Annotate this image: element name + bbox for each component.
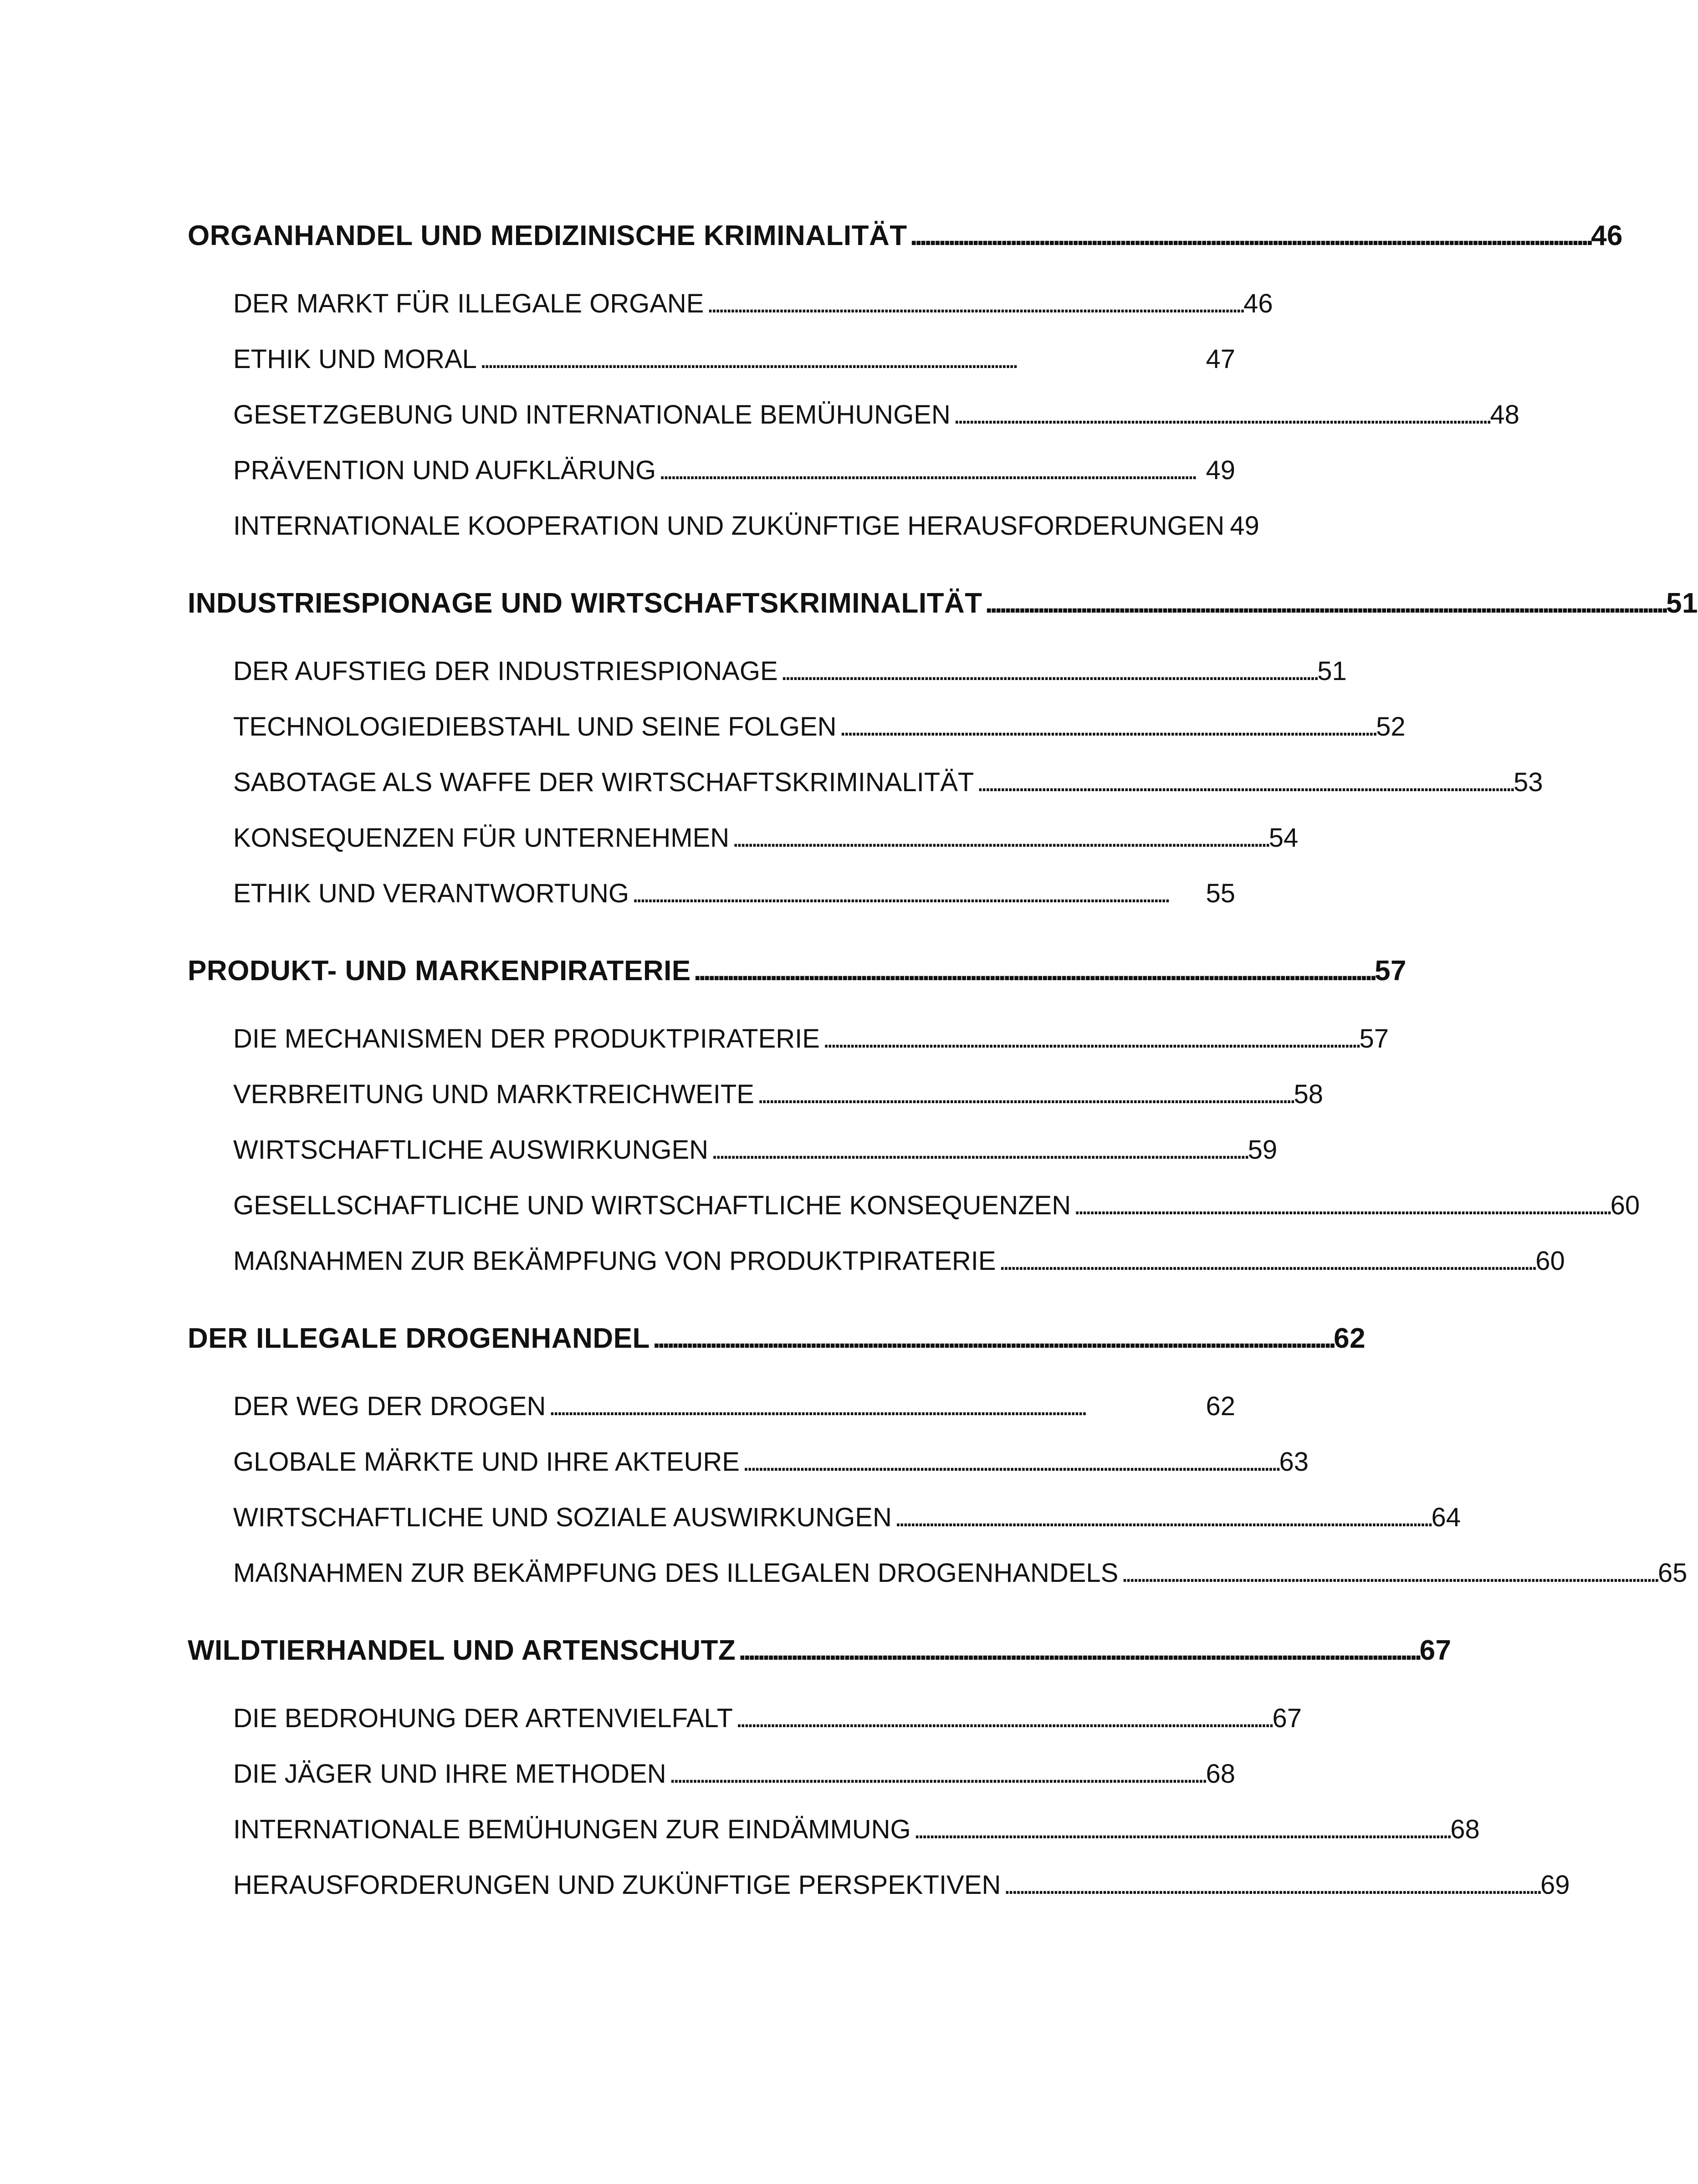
section-title: DER WEG DER DROGEN (233, 1391, 546, 1421)
chapter-title: DER ILLEGALE DROGENHANDEL (188, 1323, 650, 1354)
toc-chapter (188, 931, 1640, 1299)
chapter-title: PRODUKT- UND MARKENPIRATERIE (188, 955, 691, 987)
section-page-number: 68 (1450, 1814, 1480, 1844)
section-title: GESETZGEBUNG UND INTERNATIONALE BEMÜHUNGEN (233, 399, 951, 430)
section-title: DIE BEDROHUNG DER ARTENVIELFALT (233, 1703, 733, 1733)
section-page-number: 68 (1206, 1759, 1235, 1789)
section-title: VERBREITUNG UND MARKTREICHWEITE (233, 1079, 754, 1109)
dot-leader (895, 1502, 1429, 1533)
toc-section-entry[interactable] (188, 276, 1273, 331)
section-page-number: 49 (1206, 455, 1235, 485)
section-page-number: 52 (1376, 711, 1406, 742)
dot-leader (653, 1322, 1331, 1355)
chapter-page-number: 51 (1666, 588, 1698, 619)
toc-section-entry[interactable] (188, 331, 1235, 387)
toc-section-entry[interactable] (188, 1545, 1688, 1601)
dot-leader (736, 1703, 1270, 1734)
toc-section-list (188, 643, 1543, 931)
chapter-page-number: 46 (1591, 220, 1623, 251)
toc-section-entry[interactable] (188, 442, 1235, 498)
chapter-title: ORGANHANDEL UND MEDIZINISCHE KRIMINALITÄT (188, 220, 907, 251)
toc-chapter-entry[interactable] (188, 931, 1407, 1011)
toc-section-entry[interactable] (188, 1690, 1302, 1746)
section-page-number: 63 (1279, 1447, 1309, 1477)
dot-leader (632, 878, 1203, 909)
dot-leader (781, 656, 1315, 686)
toc-section-entry[interactable] (188, 1233, 1565, 1289)
toc-chapter (188, 1611, 1570, 1923)
section-title: GLOBALE MÄRKTE UND IHRE AKTEURE (233, 1447, 740, 1477)
toc-section-entry[interactable] (188, 1011, 1389, 1066)
section-page-number: 48 (1490, 399, 1519, 430)
dot-leader (707, 288, 1241, 319)
section-page-number: 65 (1657, 1558, 1688, 1588)
dot-leader (480, 344, 1203, 374)
section-page-number: 67 (1272, 1703, 1302, 1733)
toc-chapter-entry[interactable] (188, 196, 1623, 276)
dot-leader (999, 1246, 1533, 1276)
dot-leader (977, 767, 1511, 798)
toc-section-entry[interactable] (188, 810, 1299, 865)
section-title: WIRTSCHAFTLICHE UND SOZIALE AUSWIRKUNGEN (233, 1502, 892, 1532)
section-page-number: 55 (1206, 878, 1235, 908)
dot-leader (839, 711, 1374, 742)
section-title: TECHNOLOGIEDIEBSTAHL UND SEINE FOLGEN (233, 711, 837, 742)
section-page-number: 60 (1610, 1190, 1640, 1220)
toc-section-entry[interactable] (188, 754, 1543, 810)
toc-chapter-entry[interactable] (188, 1611, 1452, 1690)
toc-chapter (188, 196, 1623, 563)
section-page-number: 57 (1359, 1023, 1389, 1054)
section-title: DER AUFSTIEG DER INDUSTRIESPIONAGE (233, 656, 778, 686)
section-title: ETHIK UND MORAL (233, 344, 477, 374)
table-of-contents (188, 196, 1698, 1923)
toc-section-entry[interactable] (188, 1122, 1278, 1177)
section-title: KONSEQUENZEN FÜR UNTERNEHMEN (233, 823, 730, 853)
toc-section-list (188, 1378, 1688, 1611)
dot-leader (910, 220, 1588, 252)
toc-section-entry[interactable] (188, 1066, 1324, 1122)
section-title: PRÄVENTION UND AUFKLÄRUNG (233, 455, 656, 485)
section-page-number: 53 (1513, 767, 1543, 797)
toc-section-entry[interactable] (188, 1746, 1235, 1801)
toc-section-list (188, 1690, 1570, 1923)
chapter-page-number: 62 (1334, 1323, 1366, 1354)
dot-leader (711, 1135, 1245, 1165)
chapter-page-number: 57 (1375, 955, 1407, 987)
toc-section-entry[interactable] (188, 1378, 1235, 1434)
toc-section-list (188, 1011, 1640, 1299)
toc-chapter-entry[interactable] (188, 1299, 1366, 1378)
dot-leader (732, 823, 1266, 853)
chapter-page-number: 67 (1419, 1635, 1452, 1666)
toc-chapter (188, 563, 1698, 931)
section-title: HERAUSFORDERUNGEN UND ZUKÜNFTIGE PERSPEKTIVEN (233, 1870, 1001, 1900)
dot-leader (953, 399, 1488, 430)
dot-leader (738, 1634, 1417, 1667)
toc-section-entry[interactable] (188, 1857, 1570, 1913)
chapter-title: INDUSTRIESPIONAGE UND WIRTSCHAFTSKRIMINALITÄT (188, 588, 982, 619)
section-title: INTERNATIONALE BEMÜHUNGEN ZUR EINDÄMMUNG (233, 1814, 911, 1844)
toc-section-entry[interactable] (188, 1177, 1640, 1233)
toc-section-entry[interactable] (188, 387, 1519, 442)
toc-section-entry[interactable] (188, 865, 1235, 921)
chapter-title: WILDTIERHANDEL UND ARTENSCHUTZ (188, 1635, 736, 1666)
dot-leader (659, 455, 1203, 486)
section-page-number: 58 (1294, 1079, 1324, 1109)
toc-chapter (188, 1299, 1688, 1611)
section-title: MAßNAHMEN ZUR BEKÄMPFUNG DES ILLEGALEN DROGENHANDELS (233, 1558, 1119, 1588)
section-title: DER MARKT FÜR ILLEGALE ORGANE (233, 288, 704, 318)
section-title: INTERNATIONALE KOOPERATION UND ZUKÜNFTIGE HERAUSFORDERUNGEN (233, 511, 1225, 541)
dot-leader (985, 587, 1663, 619)
dot-leader (669, 1759, 1203, 1789)
section-title: DIE JÄGER UND IHRE METHODEN (233, 1759, 666, 1789)
toc-section-entry[interactable] (188, 1434, 1309, 1489)
section-page-number: 46 (1243, 288, 1273, 318)
toc-section-entry[interactable] (188, 498, 1259, 553)
section-title: MAßNAHMEN ZUR BEKÄMPFUNG VON PRODUKTPIRATERIE (233, 1246, 996, 1276)
section-title: SABOTAGE ALS WAFFE DER WIRTSCHAFTSKRIMINALITÄT (233, 767, 974, 797)
section-title: WIRTSCHAFTLICHE AUSWIRKUNGEN (233, 1135, 709, 1165)
dot-leader (548, 1391, 1203, 1422)
section-page-number: 49 (1230, 511, 1259, 541)
section-page-number: 69 (1540, 1870, 1570, 1900)
section-page-number: 60 (1535, 1246, 1565, 1276)
toc-section-entry[interactable] (188, 1801, 1480, 1857)
section-page-number: 54 (1268, 823, 1299, 853)
section-title: ETHIK UND VERANTWORTUNG (233, 878, 629, 908)
section-page-number: 51 (1317, 656, 1347, 686)
section-page-number: 64 (1431, 1502, 1461, 1532)
section-page-number: 47 (1206, 344, 1235, 374)
toc-section-entry[interactable] (188, 699, 1406, 754)
section-page-number: 62 (1206, 1391, 1235, 1421)
toc-section-list (188, 276, 1519, 563)
toc-section-entry[interactable] (188, 643, 1347, 699)
dot-leader (757, 1079, 1291, 1110)
toc-chapter-entry[interactable] (188, 563, 1698, 643)
section-title: DIE MECHANISMEN DER PRODUKTPIRATERIE (233, 1023, 820, 1054)
dot-leader (823, 1023, 1357, 1054)
dot-leader (1121, 1558, 1655, 1588)
dot-leader (742, 1447, 1277, 1477)
dot-leader (694, 955, 1372, 987)
dot-leader (1074, 1190, 1608, 1221)
section-page-number: 59 (1248, 1135, 1278, 1165)
dot-leader (914, 1814, 1448, 1845)
toc-section-entry[interactable] (188, 1489, 1461, 1545)
dot-leader (1003, 1870, 1538, 1900)
section-title: GESELLSCHAFTLICHE UND WIRTSCHAFTLICHE KONSEQUENZEN (233, 1190, 1071, 1220)
